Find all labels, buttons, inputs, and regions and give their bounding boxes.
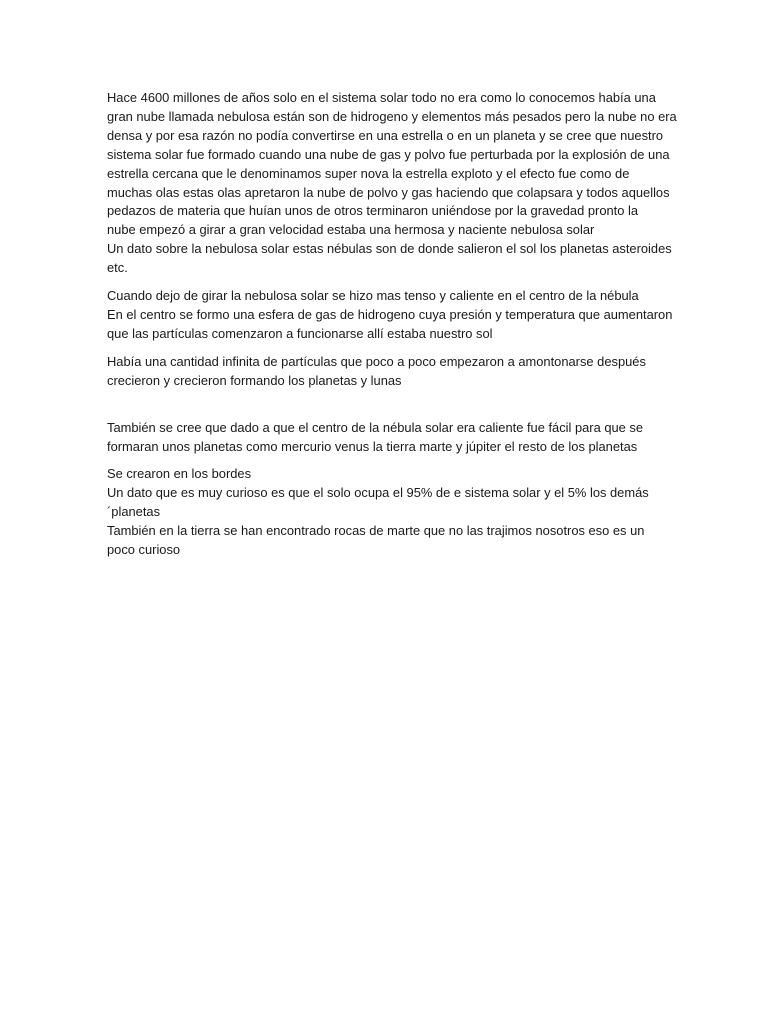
- paragraph-curiosities: [107, 465, 667, 560]
- text-line: Había una cantidad infinita de partículas que poco a poco empezaron a amontonarse después: [107, 353, 646, 369]
- text-line: sistema solar fue formado cuando una nube de gas y polvo fue perturbada por la explosión de una: [107, 146, 670, 162]
- paragraph-spacer: [107, 391, 667, 419]
- text-line: gran nube llamada nebulosa están son de hidrogeno y elementos más pesados pero la nube no era: [107, 108, 677, 124]
- paragraph-spacer: [107, 344, 667, 353]
- text-line: Un dato sobre la nebulosa solar estas nébulas son de donde salieron el sol los planetas asteroides: [107, 241, 672, 257]
- text-line: formaran unos planetas como mercurio venus la tierra marte y júpiter el resto de los planetas: [107, 438, 638, 454]
- text-line: En el centro se formo una esfera de gas de hidrogeno cuya presión y temperatura que aumentaron: [107, 306, 673, 322]
- text-line: Un dato que es muy curioso es que el solo ocupa el 95% de e sistema solar y el 5% los demás: [107, 485, 649, 501]
- text-line: pedazos de materia que huían unos de otros terminaron uniéndose por la gravedad pronto la: [107, 203, 639, 219]
- text-line: Cuando dejo de girar la nebulosa solar se hizo mas tenso y caliente en el centro de la nébula: [107, 288, 639, 304]
- paragraph-spacer: [107, 456, 667, 465]
- text-line: densa y por esa razón no podía convertirse en una estrella o en un planeta y se cree que nuestro: [107, 127, 664, 143]
- text-line: ´planetas: [107, 504, 161, 520]
- text-line: estrella cercana que le denominamos super nova la estrella exploto y el efecto fue como de: [107, 165, 630, 181]
- text-line: muchas olas estas olas apretaron la nube de polvo y gas haciendo que colapsara y todos aquellos: [107, 184, 670, 200]
- paragraph-sun-formation: [107, 287, 673, 344]
- paragraph-planets: [107, 419, 667, 457]
- text-line: También se cree que dado a que el centro de la nébula solar era caliente fue fácil para que se: [107, 419, 644, 435]
- text-line: poco curioso: [107, 542, 181, 558]
- document-body: [107, 89, 677, 560]
- text-line: Hace 4600 millones de años solo en el sistema solar todo no era como lo conocemos había una: [107, 90, 656, 105]
- text-line: etc.: [107, 260, 128, 276]
- text-line: nube empezó a girar a gran velocidad estaba una hermosa y naciente nebulosa solar: [107, 222, 595, 238]
- paragraph-spacer: [107, 278, 667, 287]
- text-line: También en la tierra se han encontrado rocas de marte que no las trajimos nosotros eso es un: [107, 523, 645, 539]
- text-line: crecieron y crecieron formando los planetas y lunas: [107, 372, 402, 388]
- paragraph-formation: [107, 89, 677, 278]
- paragraph-particles: [107, 353, 667, 391]
- text-line: que las partículas comenzaron a funcionarse allí estaba nuestro sol: [107, 325, 493, 341]
- text-line: Se crearon en los bordes: [107, 466, 252, 482]
